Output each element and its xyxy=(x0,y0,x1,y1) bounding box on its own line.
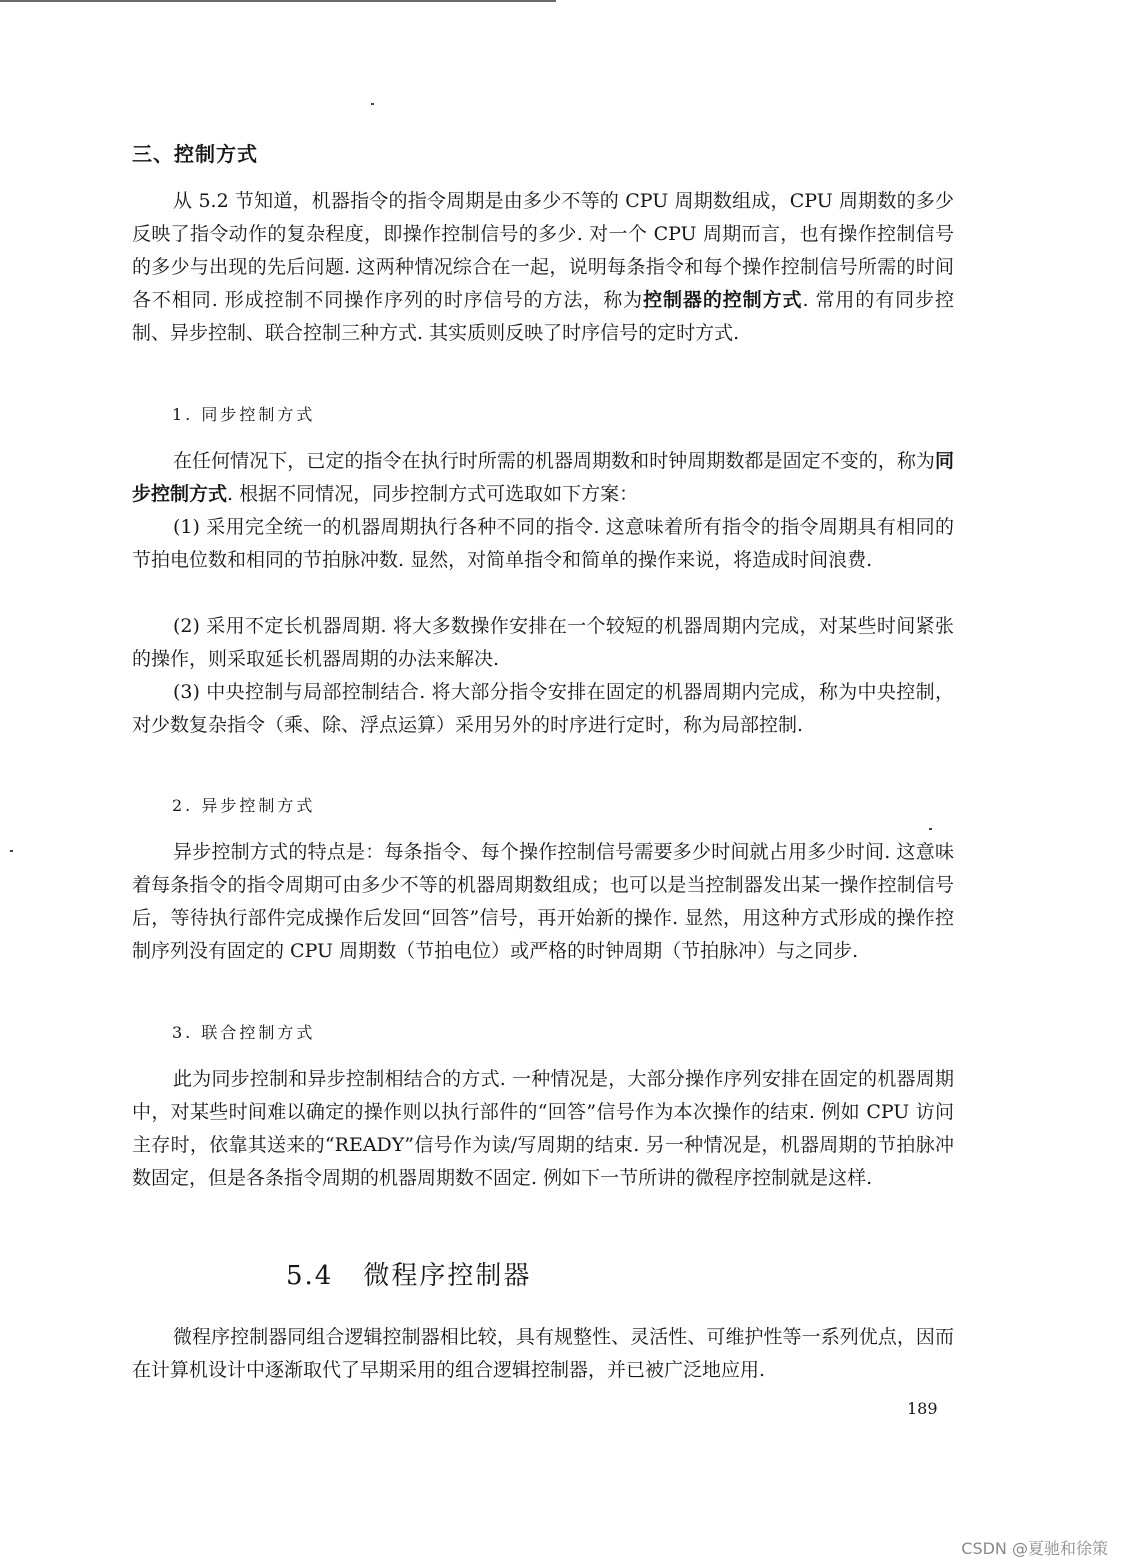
sync-item-2: (2) 采用不定长机器周期. 将大多数操作安排在一个较短的机器周期内完成，对某些时间紧张的操作，则采取延长机器周期的办法来解决. xyxy=(132,615,954,670)
chapter-heading xyxy=(286,1255,531,1292)
subheading-combined: 3. 联合控制方式 xyxy=(172,1023,316,1042)
text-run: . 常用的有同步控制、异步控制、联合控制三种方式. 其实质则反映了时序信号的定时方式. xyxy=(132,289,954,344)
bold-term: 控制器的控制方式 xyxy=(643,289,803,311)
sync-intro-paragraph xyxy=(132,445,954,511)
text-run: 从 5.2 节知道，机器指令的指令周期是由多少不等的 CPU 周期数组成，CPU 周期数的多少反映了指令动作的复杂程度，即操作控制信号的多少. 对一个 CPU 周期而言，也有操作控制信号的多少与出现的先后问题. 这两种情况综合在一起，说明每条指令和每个操作控制信号所需的时间各不相同. 形成控制不同操作序列的时序信号的方法，称为 xyxy=(132,190,954,311)
chapter-number: 5.4 xyxy=(286,1261,334,1291)
scan-speck xyxy=(10,850,13,852)
scan-speck xyxy=(929,828,932,830)
subheading-sync: 1. 同步控制方式 xyxy=(172,405,316,424)
page-number: 189 xyxy=(907,1399,938,1418)
text-run: 在任何情况下，已定的指令在执行时所需的机器周期数和时钟周期数都是固定不变的，称为 xyxy=(173,450,935,472)
text-run: . 根据不同情况，同步控制方式可选取如下方案： xyxy=(227,483,639,505)
section-title: 三、控制方式 xyxy=(132,142,258,166)
chapter-intro-paragraph: 微程序控制器同组合逻辑控制器相比较，具有规整性、灵活性、可维护性等一系列优点，因而在计算机设计中逐渐取代了早期采用的组合逻辑控制器，并已被广泛地应用. xyxy=(132,1326,954,1381)
sync-item-1: (1) 采用完全统一的机器周期执行各种不同的指令. 这意味着所有指令的指令周期具有相同的节拍电位数和相同的节拍脉冲数. 显然，对简单指令和简单的操作来说，将造成时间浪费. xyxy=(132,516,954,571)
combined-paragraph: 此为同步控制和异步控制相结合的方式. 一种情况是，大部分操作序列安排在固定的机器周期中，对某些时间难以确定的操作则以执行部件的“回答”信号作为本次操作的结束. 例如 CPU 访问主存时，依靠其送来的“READY”信号作为读/写周期的结束. 另一种情况是，机器周期的节拍脉冲数固定，但是各条指令周期的机器周期数不固定. 例如下一节所讲的微程序控制就是这样. xyxy=(132,1068,954,1189)
async-paragraph: 异步控制方式的特点是：每条指令、每个操作控制信号需要多少时间就占用多少时间. 这意味着每条指令的指令周期可由多少不等的机器周期数组成；也可以是当控制器发出某一操作控制信号后，等待执行部件完成操作后发回“回答”信号，再开始新的操作. 显然，用这种方式形成的操作控制序列没有固定的 CPU 周期数（节拍电位）或严格的时钟周期（节拍脉冲）与之同步. xyxy=(132,841,954,962)
bold-term: 同步控制方式 xyxy=(132,450,954,505)
scan-speck xyxy=(371,103,374,105)
scan-top-edge xyxy=(0,0,556,2)
subheading-async: 2. 异步控制方式 xyxy=(172,796,316,815)
chapter-title: 微程序控制器 xyxy=(363,1261,532,1291)
sync-item-3: (3) 中央控制与局部控制结合. 将大部分指令安排在固定的机器周期内完成，称为中央控制，对少数复杂指令（乘、除、浮点运算）采用另外的时序进行定时，称为局部控制. xyxy=(132,681,954,736)
watermark: CSDN @夏驰和徐策 xyxy=(961,1539,1108,1558)
section-intro-paragraph xyxy=(132,185,954,350)
